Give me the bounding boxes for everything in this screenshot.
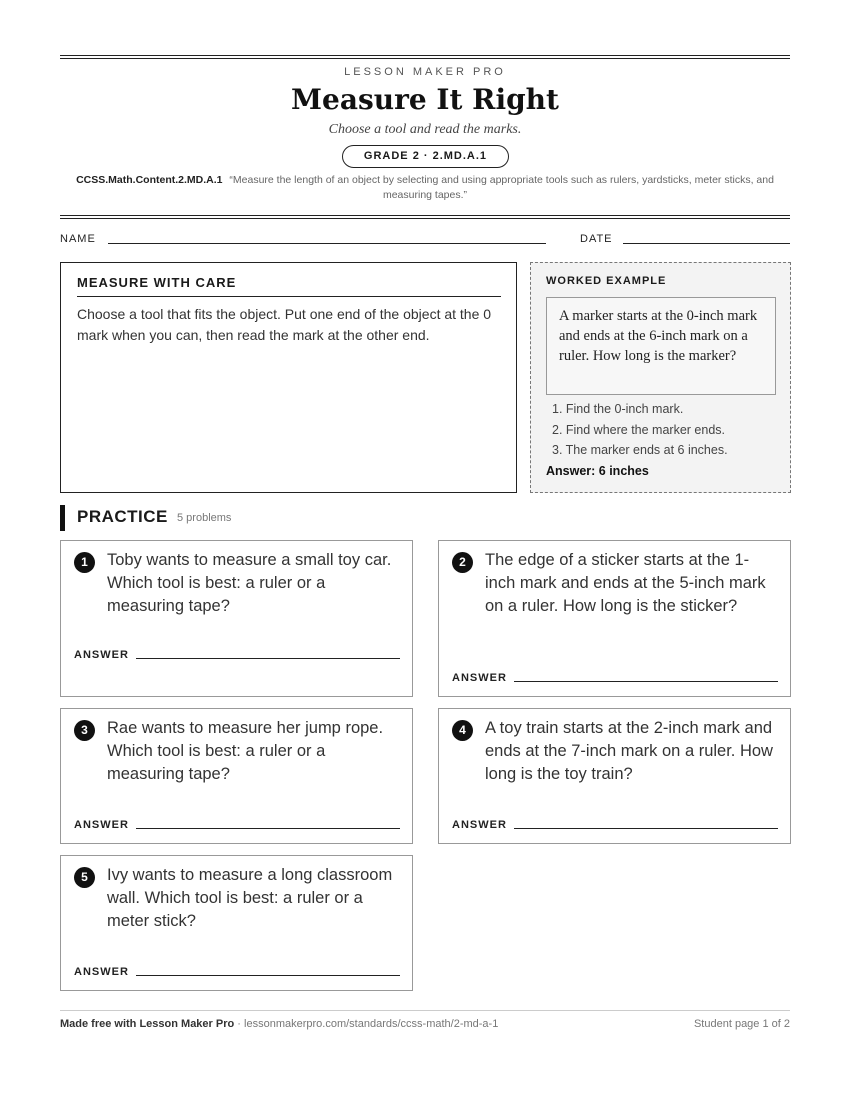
example-step: 1. Find the 0-inch mark. <box>552 402 684 416</box>
standard-description <box>70 173 780 203</box>
problem-text: Rae wants to measure her jump rope. Which tool is best: a ruler or a measuring tape? <box>107 719 384 783</box>
problem-card-5 <box>60 855 413 991</box>
problem-card-4 <box>438 708 791 844</box>
care-title: MEASURE WITH CARE <box>77 275 237 290</box>
example-step: 2. Find where the marker ends. <box>552 422 725 437</box>
care-title-underline <box>77 296 501 297</box>
problem-card-3 <box>60 708 413 844</box>
example-answer: Answer: 6 inches <box>546 464 649 478</box>
example-problem: A marker starts at the 0-inch mark and ends at the 6-inch mark on a ruler. How long is the marker? <box>546 297 776 395</box>
problem-number-badge: 3 <box>74 720 95 741</box>
date-field-line[interactable] <box>623 243 790 244</box>
footer-credit <box>60 1018 498 1030</box>
problem-text: The edge of a sticker starts at the 1-inch mark and ends at the 5-inch mark on a ruler. How long is the sticker? <box>485 551 766 615</box>
problem-text: A toy train starts at the 2-inch mark and ends at the 7-inch mark on a ruler. How long is the toy train? <box>485 719 773 783</box>
problem-number-badge: 4 <box>452 720 473 741</box>
example-title: WORKED EXAMPLE <box>546 275 667 287</box>
page-subtitle: Choose a tool and read the marks. <box>328 122 522 137</box>
problem-text: Ivy wants to measure a long classroom wall. Which tool is best: a ruler or a meter stick? <box>107 866 393 930</box>
practice-title: PRACTICE <box>77 507 168 526</box>
problem-card-2 <box>438 540 791 697</box>
footer-separator: · <box>237 1018 245 1030</box>
footer-page-number: Student page 1 of 2 <box>693 1018 790 1030</box>
worked-example-box <box>530 262 791 493</box>
footer-divider <box>60 1010 790 1011</box>
problem-number-badge: 5 <box>74 867 95 888</box>
date-label: DATE <box>580 233 613 245</box>
answer-label: ANSWER <box>452 819 507 831</box>
answer-label: ANSWER <box>452 672 507 684</box>
top-divider <box>60 55 790 59</box>
example-step: 3. The marker ends at 6 inches. <box>552 443 728 457</box>
example-steps <box>552 399 782 461</box>
answer-label: ANSWER <box>74 819 129 831</box>
name-field-line[interactable] <box>108 243 546 244</box>
problem-text: Toby wants to measure a small toy car. Which tool is best: a ruler or a measuring tape? <box>107 551 392 615</box>
practice-count: 5 problems <box>177 512 232 524</box>
footer-made-with: Made free with Lesson Maker Pro <box>60 1018 235 1030</box>
answer-line[interactable] <box>136 658 400 659</box>
problem-card-1 <box>60 540 413 697</box>
header-divider <box>60 215 790 219</box>
standard-code: CCSS.Math.Content.2.MD.A.1 <box>76 174 223 186</box>
answer-line[interactable] <box>514 681 778 682</box>
answer-label: ANSWER <box>74 966 129 978</box>
answer-line[interactable] <box>136 975 400 976</box>
footer-url[interactable]: lessonmakerpro.com/standards/ccss-math/2-md-a-1 <box>244 1018 499 1030</box>
practice-accent-bar <box>60 505 65 531</box>
problem-number-badge: 2 <box>452 552 473 573</box>
care-text: Choose a tool that fits the object. Put one end of the object at the 0 mark when you can, then read the mark at the other end. <box>77 306 492 343</box>
page-title: Measure It Right <box>291 83 559 116</box>
answer-line[interactable] <box>136 828 400 829</box>
measure-with-care-box <box>60 262 517 493</box>
answer-line[interactable] <box>514 828 778 829</box>
standard-text: “Measure the length of an object by selecting and using appropriate tools such as rulers, yardsticks, meter sticks, and measuring tapes.” <box>229 174 774 201</box>
grade-badge: GRADE 2 · 2.MD.A.1 <box>342 145 509 168</box>
answer-label: ANSWER <box>74 649 129 661</box>
problem-number-badge: 1 <box>74 552 95 573</box>
brand-name: LESSON MAKER PRO <box>344 66 506 78</box>
name-label: NAME <box>60 233 96 245</box>
